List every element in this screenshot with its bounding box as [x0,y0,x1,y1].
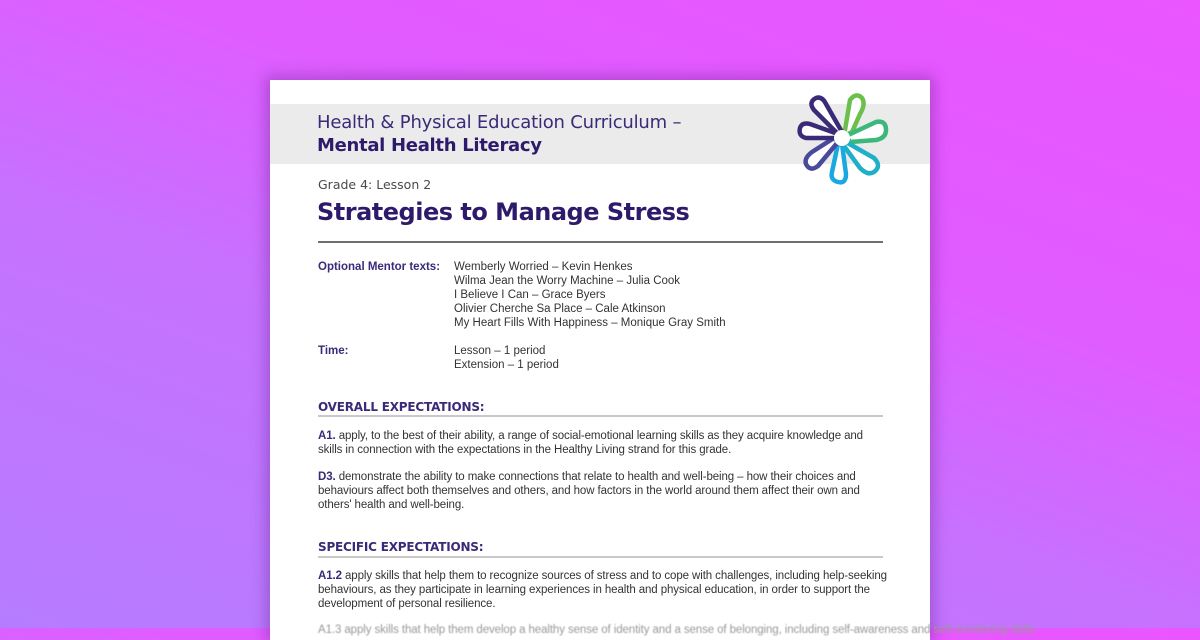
mentor-text-item: Wilma Jean the Worry Machine – Julia Cook [454,275,681,287]
expectation-code: A1.2 [318,570,342,582]
time-label: Time: [318,345,349,357]
expectation-code: A1. [318,430,336,442]
mentor-text-item: My Heart Fills With Happiness – Monique Gray Smith [454,317,726,329]
asterisk-flower-logo-icon [794,88,894,188]
expectation-text: apply skills that help them to recognize sources of stress and to cope with challenges, including help-seeking behaviours, as they participate in learning experiences in health and physical education, in order to support the development of personal resilience. [318,570,887,610]
mentor-texts-label: Optional Mentor texts: [318,261,441,273]
expectation-code: D3. [318,471,336,483]
expectation-d3 [318,470,888,512]
overall-expectations-heading: OVERALL EXPECTATIONS: [318,400,485,414]
mentor-text-item: I Believe I Can – Grace Byers [454,289,606,301]
expectation-a1 [318,429,888,457]
mentor-text-item: Olivier Cherche Sa Place – Cale Atkinson [454,303,666,315]
overall-expectations-divider [318,415,883,417]
specific-expectations-divider [318,556,883,558]
title-divider [318,241,883,243]
time-item: Lesson – 1 period [454,345,546,357]
time-item: Extension – 1 period [454,359,559,371]
expectation-text: demonstrate the ability to make connections that relate to health and well-being – how their choices and behaviours affect both themselves and others, and how factors in the world around them affect their own and others' health and well-being. [318,471,860,511]
mentor-texts-list [454,260,726,330]
time-list [454,344,559,372]
lesson-title: Strategies to Manage Stress [317,198,690,226]
curriculum-title: Health & Physical Education Curriculum – [317,112,682,133]
curriculum-subtitle: Mental Health Literacy [317,135,542,156]
grade-lesson-label: Grade 4: Lesson 2 [318,177,432,192]
expectation-a1-2 [318,569,888,611]
document-page [270,80,1035,640]
mentor-text-item: Wemberly Worried – Kevin Henkes [454,261,633,273]
specific-expectations-heading: SPECIFIC EXPECTATIONS: [318,540,484,554]
expectation-text: apply, to the best of their ability, a range of social-emotional learning skills as they acquire knowledge and skills in connection with the expectations in the Healthy Living strand for this grade. [318,430,863,456]
cutoff-expectation-line: A1.3 apply skills that help them develop a healthy sense of identity and a sense of belonging, including self-awareness and self-monitoring skills [318,624,1035,636]
